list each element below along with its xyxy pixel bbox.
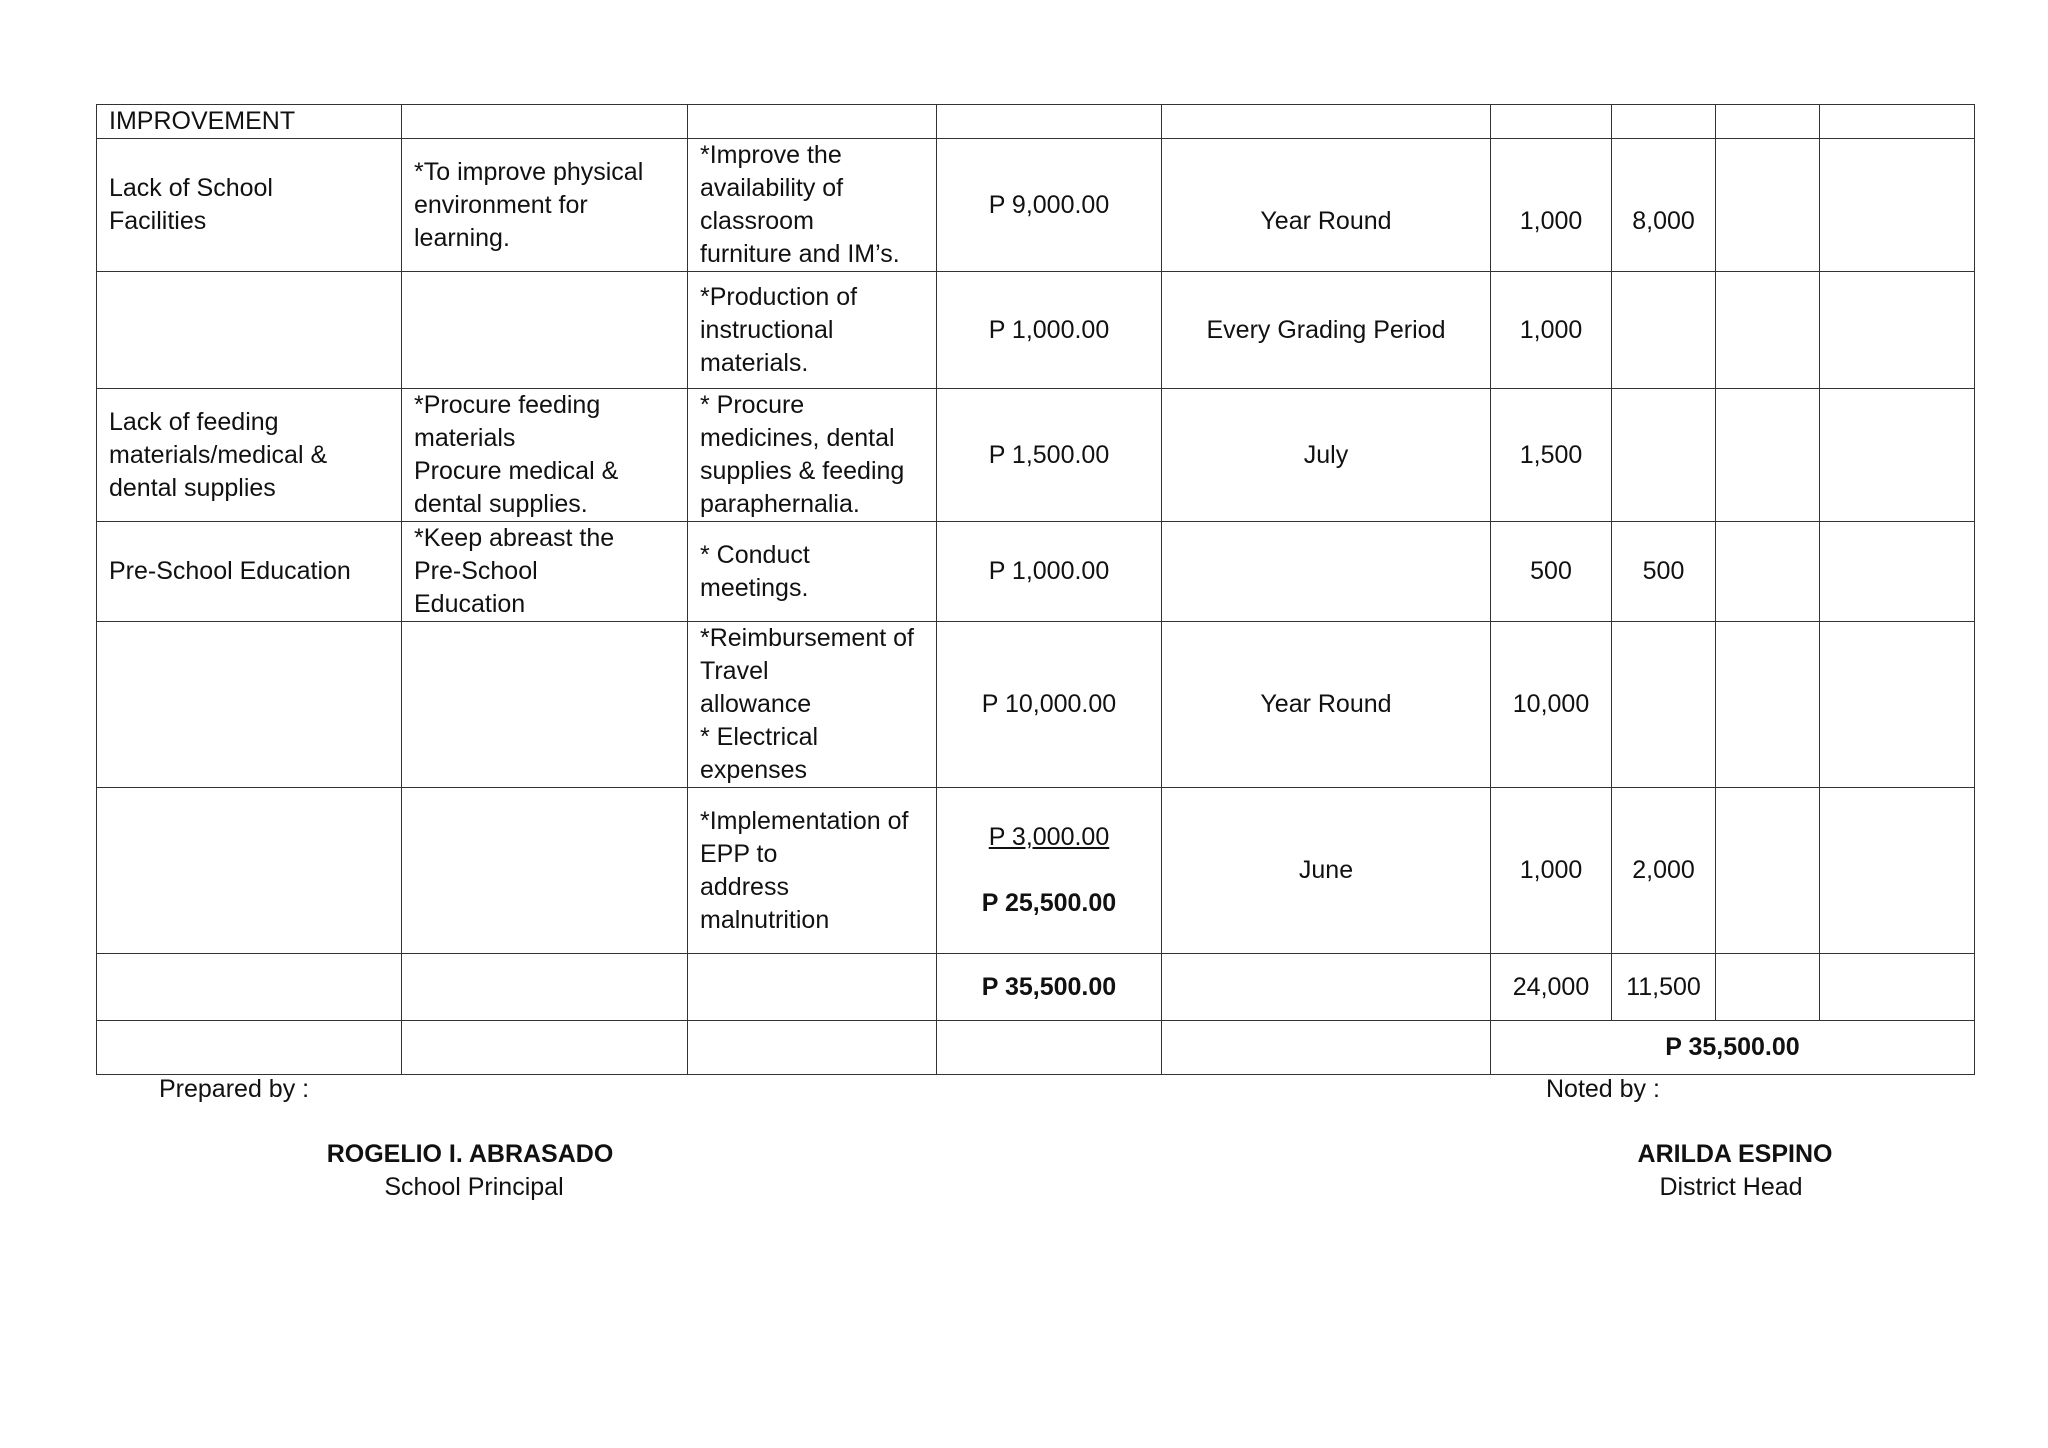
section-label: IMPROVEMENT [97,105,402,139]
table-cell [402,105,688,139]
amount-cell: P 9,000.00 [937,139,1162,272]
table-row-header [97,105,1975,139]
objective-cell [402,622,688,788]
objective-cell [402,788,688,954]
table-cell [1716,954,1820,1021]
q4-cell [1820,389,1975,522]
activity-cell: *Improve the availability of classroom furniture and IM’s. [688,139,937,272]
q1-cell: 1,000 [1491,788,1612,954]
table-cell [97,1021,402,1075]
amount-cell: P 1,500.00 [937,389,1162,522]
q1-cell: 500 [1491,522,1612,622]
table-row [97,272,1975,389]
area-cell: Pre-School Education [97,522,402,622]
objective-cell [402,272,688,389]
table-cell [688,1021,937,1075]
activity-cell: * Conduct meetings. [688,522,937,622]
table-cell [1820,105,1975,139]
table-cell [97,954,402,1021]
amount-cell: P 1,000.00 [937,272,1162,389]
time-frame-cell: June [1162,788,1491,954]
q2-cell [1612,389,1716,522]
amount-cell: P 10,000.00 [937,622,1162,788]
table-row-totals [97,954,1975,1021]
table-cell [937,1021,1162,1075]
noted-by-title: District Head [1659,1173,1803,1201]
q3-cell [1716,788,1820,954]
prepared-by-label: Prepared by : [159,1075,310,1103]
table-cell [402,1021,688,1075]
table-row [97,622,1975,788]
prepared-by-name: ROGELIO I. ABRASADO [326,1140,614,1168]
q4-cell [1820,622,1975,788]
q1-cell: 1,000 [1491,272,1612,389]
area-cell: Lack of feeding materials/medical & dental supplies [97,389,402,522]
grand-total-cell: P 35,500.00 [1491,1021,1975,1075]
table-cell [937,105,1162,139]
table-cell [688,954,937,1021]
time-frame-cell: Year Round [1162,139,1491,272]
q3-cell [1716,139,1820,272]
table-row [97,139,1975,272]
table-cell [1162,105,1491,139]
area-cell [97,622,402,788]
q2-cell [1612,622,1716,788]
table-cell [1716,105,1820,139]
q1-total-cell: 24,000 [1491,954,1612,1021]
q1-cell: 1,000 [1491,139,1612,272]
q2-cell: 500 [1612,522,1716,622]
table-cell [402,954,688,1021]
q2-cell: 8,000 [1612,139,1716,272]
q3-cell [1716,389,1820,522]
q3-cell [1716,272,1820,389]
table-cell [1820,954,1975,1021]
table-cell [1612,105,1716,139]
subtotal-value: P 25,500.00 [981,889,1117,917]
table-cell [688,105,937,139]
q4-cell [1820,522,1975,622]
q1-cell: 10,000 [1491,622,1612,788]
table-cell [1162,1021,1491,1075]
total-amount-cell: P 35,500.00 [937,954,1162,1021]
activity-cell: *Implementation of EPP to address malnutrition [688,788,937,954]
q2-total-cell: 11,500 [1612,954,1716,1021]
table-row [97,389,1975,522]
time-frame-cell: Every Grading Period [1162,272,1491,389]
table-cell [1162,954,1491,1021]
objective-cell: *To improve physical environment for learning. [402,139,688,272]
table-row [97,522,1975,622]
area-cell: Lack of School Facilities [97,139,402,272]
amount-cell: P 1,000.00 [937,522,1162,622]
time-frame-cell [1162,522,1491,622]
noted-by-name: ARILDA ESPINO [1637,1140,1833,1168]
objective-cell: *Procure feeding materials Procure medical & dental supplies. [402,389,688,522]
q4-cell [1820,788,1975,954]
q1-cell: 1,500 [1491,389,1612,522]
q2-cell: 2,000 [1612,788,1716,954]
noted-by-label: Noted by : [1546,1075,1660,1103]
q2-cell [1612,272,1716,389]
amount-cell [937,788,1162,954]
improvement-plan-table [96,104,1975,1075]
q3-cell [1716,622,1820,788]
activity-cell: * Procure medicines, dental supplies & feeding paraphernalia. [688,389,937,522]
area-cell [97,272,402,389]
time-frame-cell: July [1162,389,1491,522]
table-row [97,788,1975,954]
prepared-by-title: School Principal [384,1173,564,1201]
area-cell [97,788,402,954]
activity-cell: *Production of instructional materials. [688,272,937,389]
table-row-grand-total [97,1021,1975,1075]
time-frame-cell: Year Round [1162,622,1491,788]
amount-value: P 3,000.00 [988,823,1110,851]
q3-cell [1716,522,1820,622]
activity-cell: *Reimbursement of Travel allowance * Electrical expenses [688,622,937,788]
q4-cell [1820,139,1975,272]
objective-cell: *Keep abreast the Pre-School Education [402,522,688,622]
q4-cell [1820,272,1975,389]
table-cell [1491,105,1612,139]
